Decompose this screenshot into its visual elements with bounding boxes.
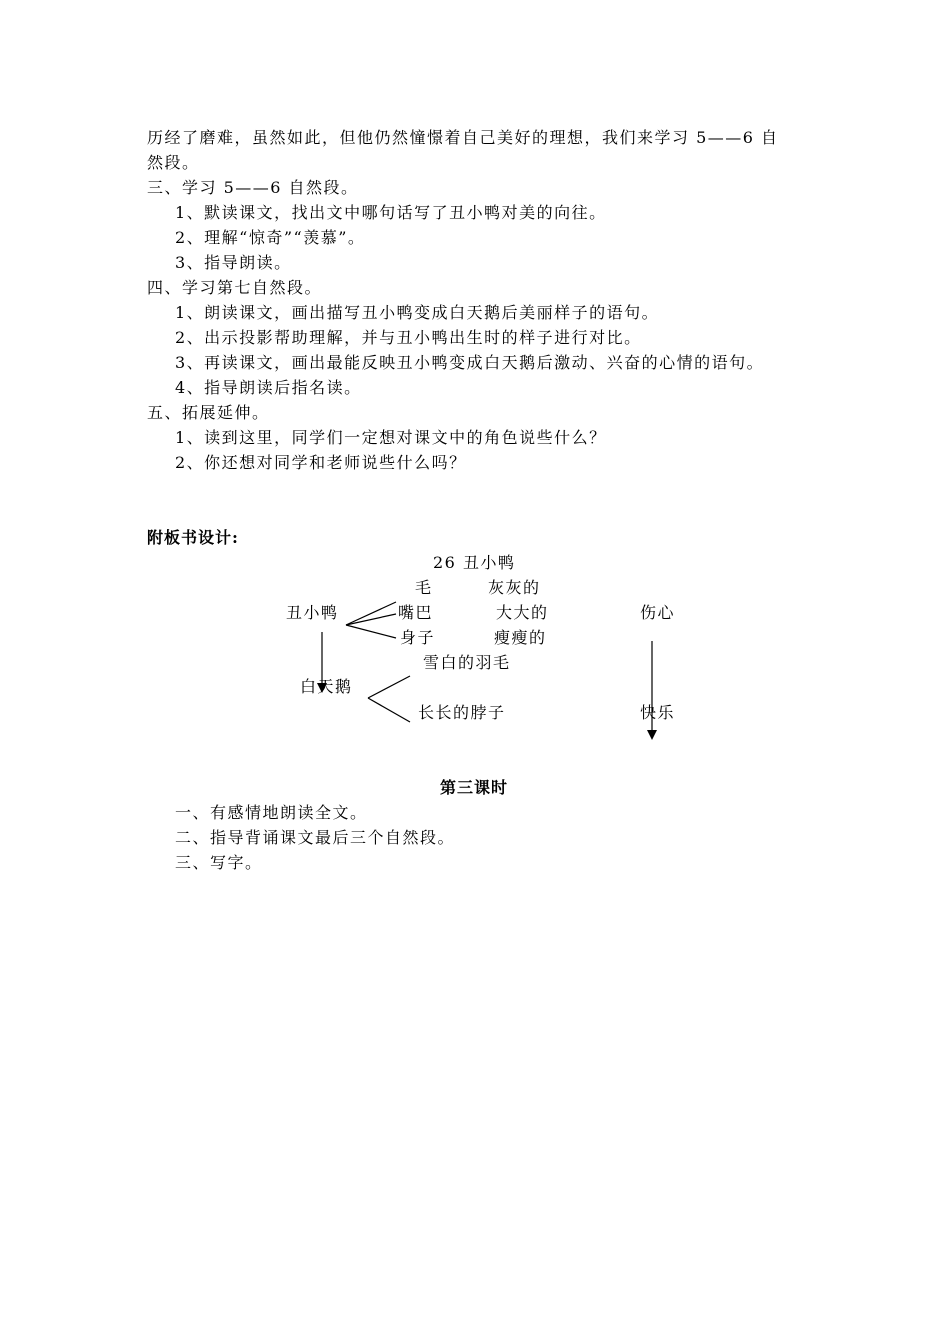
branch-line-beak bbox=[346, 614, 396, 625]
section-5-heading: 五、拓展延伸。 bbox=[147, 403, 270, 422]
board-design-heading: 附板书设计: bbox=[147, 528, 239, 547]
branch-line-feather bbox=[368, 676, 410, 698]
section-4-item: 2、出示投影帮助理解，并与丑小鸭出生时的样子进行对比。 bbox=[175, 328, 642, 347]
swan-feature: 长长的脖子 bbox=[418, 703, 506, 722]
mood-happy: 快乐 bbox=[640, 703, 676, 722]
feature-description: 大大的 bbox=[496, 603, 549, 622]
feature-description: 灰灰的 bbox=[488, 578, 541, 597]
section-4-heading: 四、学习第七自然段。 bbox=[147, 278, 323, 297]
feature-description: 瘦瘦的 bbox=[494, 628, 547, 647]
feature-label: 毛 bbox=[415, 578, 433, 597]
board-ugly-duckling: 丑小鸭 bbox=[286, 603, 339, 622]
branch-line-body bbox=[346, 625, 396, 638]
section-4-item: 4、指导朗读后指名读。 bbox=[175, 378, 362, 397]
section-4-item: 1、朗读课文，画出描写丑小鸭变成白天鹅后美丽样子的语句。 bbox=[175, 303, 660, 322]
section-3-item: 2、理解“惊奇”“羡慕”。 bbox=[175, 228, 366, 247]
branch-line-neck bbox=[368, 698, 410, 722]
section-5-item: 2、你还想对同学和老师说些什么吗？ bbox=[175, 453, 467, 472]
section-4-item: 3、再读课文，画出最能反映丑小鸭变成白天鹅后激动、兴奋的心情的语句。 bbox=[175, 353, 765, 372]
arrow-head-mood bbox=[647, 730, 657, 740]
intro-line-1: 历经了磨难，虽然如此，但他仍然憧憬着自己美好的理想，我们来学习 5——6 自 bbox=[147, 128, 779, 147]
board-title: 26 丑小鸭 bbox=[433, 553, 516, 572]
lesson-3-item: 三、写字。 bbox=[175, 853, 263, 872]
section-3-item: 3、指导朗读。 bbox=[175, 253, 292, 272]
feature-label: 身子 bbox=[400, 628, 436, 647]
branch-line-hair bbox=[346, 602, 396, 625]
board-white-swan: 白天鹅 bbox=[300, 677, 353, 696]
feature-label: 嘴巴 bbox=[398, 603, 434, 622]
intro-line-2: 然段。 bbox=[147, 153, 200, 172]
section-5-item: 1、读到这里，同学们一定想对课文中的角色说些什么？ bbox=[175, 428, 607, 447]
lesson-3-item: 二、指导背诵课文最后三个自然段。 bbox=[175, 828, 456, 847]
section-3-heading: 三、学习 5——6 自然段。 bbox=[147, 178, 359, 197]
section-3-item: 1、默读课文，找出文中哪句话写了丑小鸭对美的向往。 bbox=[175, 203, 607, 222]
swan-feature: 雪白的羽毛 bbox=[423, 653, 511, 672]
lesson-3-title: 第三课时 bbox=[440, 778, 509, 797]
mood-sad: 伤心 bbox=[640, 603, 676, 622]
lesson-3-item: 一、有感情地朗读全文。 bbox=[175, 803, 368, 822]
